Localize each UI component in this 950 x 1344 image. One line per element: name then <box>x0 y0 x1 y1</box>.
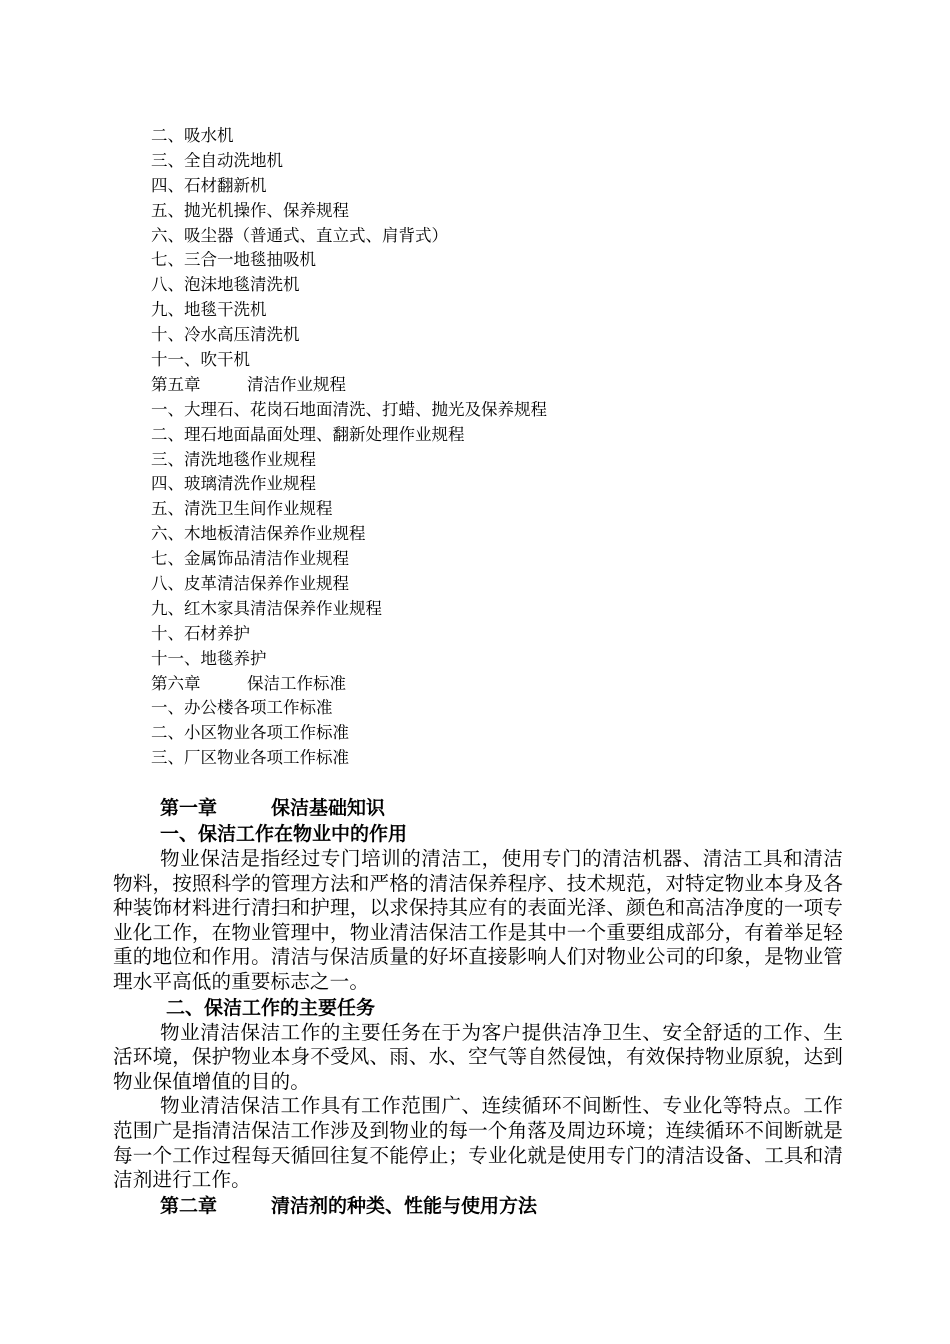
toc-item: 一、大理石、花岗石地面清洗、打蜡、抛光及保养规程 <box>151 399 547 419</box>
chapter-title: 保洁基础知识 <box>271 797 386 819</box>
toc-item: 三、清洗地毯作业规程 <box>151 449 316 469</box>
toc-item: 五、清洗卫生间作业规程 <box>151 499 333 519</box>
paragraph: 物业清洁保洁工作具有工作范围广、连续循环不间断性、专业化等特点。工作范围广是指清洁保洁工作涉及到物业的每一个角落及周边环境；连续循环不间断就是每一个工作过程每天循回往复不能停止；专业化就是使用专门的清洁设备、工具和清洁剂进行工作。 <box>113 1094 843 1192</box>
toc-chapter-5 <box>151 373 851 398</box>
chapter-1-heading <box>113 795 843 821</box>
toc-item: 八、皮革清洁保养作业规程 <box>151 574 349 594</box>
toc-item: 五、抛光机操作、保养规程 <box>151 200 349 220</box>
toc-item: 十一、吹干机 <box>151 350 250 370</box>
toc-item: 三、全自动洗地机 <box>151 150 283 170</box>
chapter-number: 第一章 <box>160 797 218 819</box>
toc-item: 九、红木家具清洁保养作业规程 <box>151 598 382 618</box>
toc-item: 十、石材养护 <box>151 623 250 643</box>
toc-item: 六、木地板清洁保养作业规程 <box>151 524 366 544</box>
document-body <box>113 795 843 1219</box>
toc-chapter-title: 保洁工作标准 <box>247 673 346 693</box>
toc-chapter-number: 第五章 <box>151 374 201 394</box>
toc-chapter-title: 清洁作业规程 <box>247 374 346 394</box>
toc-chapter-number: 第六章 <box>151 673 201 693</box>
toc-item: 一、办公楼各项工作标准 <box>151 698 333 718</box>
toc-item: 三、厂区物业各项工作标准 <box>151 748 349 768</box>
toc-item: 七、三合一地毯抽吸机 <box>151 250 316 270</box>
chapter-2-heading <box>113 1193 843 1219</box>
chapter-title: 清洁剂的种类、性能与使用方法 <box>271 1194 538 1217</box>
toc-item: 十、冷水高压清洗机 <box>151 325 300 345</box>
table-of-contents <box>151 124 851 771</box>
toc-item: 八、泡沫地毯清洗机 <box>151 275 300 295</box>
toc-chapter-6 <box>151 672 851 697</box>
toc-item: 六、吸尘器（普通式、直立式、肩背式） <box>151 225 448 245</box>
toc-item: 二、吸水机 <box>151 126 234 145</box>
toc-item: 七、金属饰品清洁作业规程 <box>151 549 349 569</box>
paragraph: 物业清洁保洁工作的主要任务在于为客户提供洁净卫生、安全舒适的工作、生活环境，保护物业本身不受风、雨、水、空气等自然侵蚀，有效保持物业原貌，达到物业保值增值的目的。 <box>113 1020 843 1093</box>
toc-item: 九、地毯干洗机 <box>151 300 267 320</box>
paragraph: 物业保洁是指经过专门培训的清洁工，使用专门的清洁机器、清洁工具和清洁物料，按照科学的管理方法和严格的清洁保养程序、技术规范，对特定物业本身及各种装饰材料进行清扫和护理，以求保持其应有的表面光泽、颜色和高洁净度的一项专业化工作，在物业管理中，物业清洁保洁工作是其中一个重要组成部分，有着举足轻重的地位和作用。清洁与保洁质量的好坏直接影响人们对物业公司的印象，是物业管理水平高低的重要标志之一。 <box>113 847 843 993</box>
section-2-heading: 二、保洁工作的主要任务 <box>166 996 376 1019</box>
toc-item: 二、小区物业各项工作标准 <box>151 723 349 743</box>
toc-item: 四、石材翻新机 <box>151 175 267 195</box>
section-1-heading: 一、保洁工作在物业中的作用 <box>160 823 408 845</box>
chapter-number: 第二章 <box>160 1194 218 1217</box>
toc-item: 二、理石地面晶面处理、翻新处理作业规程 <box>151 424 465 444</box>
toc-item: 四、玻璃清洗作业规程 <box>151 474 316 494</box>
toc-item: 十一、地毯养护 <box>151 648 267 668</box>
